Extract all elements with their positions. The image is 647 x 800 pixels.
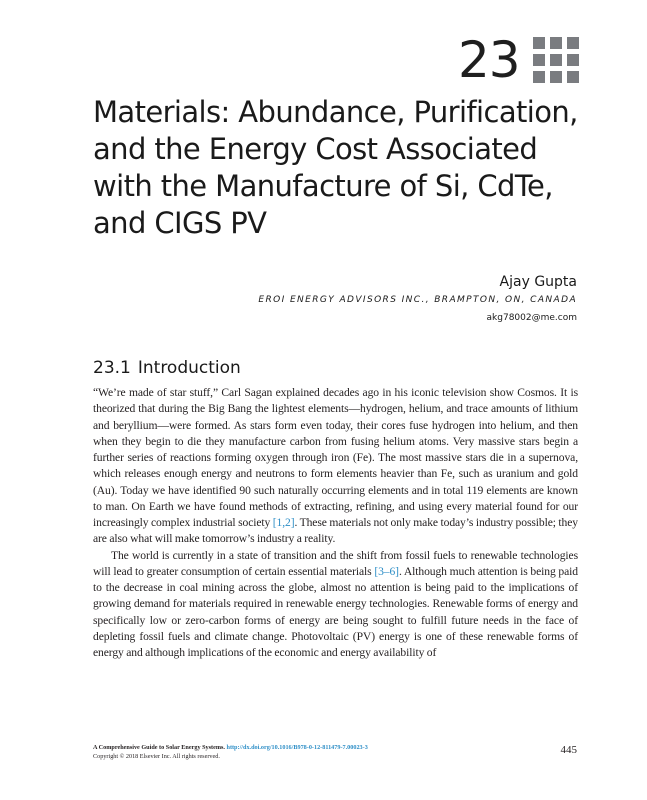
paragraph xyxy=(93,385,578,548)
citation-link[interactable]: [3–6] xyxy=(374,564,399,578)
author-email[interactable]: akg78002@me.com xyxy=(486,313,577,323)
page-number: 445 xyxy=(560,744,577,756)
copyright-text: Copyright © 2018 Elsevier Inc. All rights reserved. xyxy=(93,753,220,760)
paragraph-text: . These materials not only make today’s industry possible; they are also what will make tomorrow’s industry a reality. xyxy=(93,516,578,546)
ornament-square xyxy=(567,37,579,49)
ornament-square xyxy=(567,54,579,66)
footer-book-line xyxy=(93,743,368,752)
paragraph-text: The world is currently in a state of transition and the shift from fossil fuels to renewable technologies will lead to greater consumption of certain essential materials xyxy=(93,548,578,578)
doi-link[interactable]: http://dx.doi.org/10.1016/B978-0-12-811479-7.00023-3 xyxy=(226,744,368,751)
paragraph-text: “We’re made of star stuff,” Carl Sagan explained decades ago in his iconic television show Cosmos. It is theorized that during the Big Bang the lightest elements—hydrogen, helium, and trace amounts of lithium and beryllium—were formed. As stars form even today, their cores fuse hydrogen into helium, and then when they begin to die they manufacture carbon from fusing helium atoms. Very massive stars begin a further series of reactions forming oxygen through iron (Fe). The most massive stars die in a supernova, which releases enough energy and neutrons to form elements heavier than Fe, such as uranium and gold (Au). Today we have identified 90 such naturally occurring elements and in total 119 elements are known to man. On Earth we have found methods of extracting, refining, and using every material found for our increasingly complex industrial society xyxy=(93,386,578,529)
ornament-square xyxy=(550,37,562,49)
chapter-title: Materials: Abundance, Purification, and the Energy Cost Associated with the Manufacture of Si, CdTe, and CIGS PV xyxy=(93,95,578,240)
footer-credit xyxy=(93,743,368,761)
section-heading xyxy=(93,358,241,378)
ornament-square xyxy=(533,37,545,49)
chapter-number: 23 xyxy=(458,31,520,89)
paragraph xyxy=(93,548,578,662)
ornament-square xyxy=(533,71,545,83)
citation-link[interactable]: [1,2] xyxy=(272,516,295,529)
section-number: 23.1 xyxy=(93,358,131,378)
book-title: A Comprehensive Guide to Solar Energy Systems. xyxy=(93,744,225,751)
paragraph-text: . Although much attention is being paid to the decrease in coal mining across the globe, almost no attention is being paid to the implications of growing demand for materials required in renewable energy technologies. Renewable forms of energy and specifically low or zero-carbon forms of energy are being sought to fulfill future needs in the face of depleting fossil fuels and climate change. Photovoltaic (PV) energy is one of these renewable forms of energy and although implications of the economic and energy availability of xyxy=(93,564,578,659)
body-text xyxy=(93,385,578,661)
ornament-square xyxy=(550,71,562,83)
ornament-square xyxy=(567,71,579,83)
chapter-ornament-icon xyxy=(533,37,579,83)
author-affiliation: EROI ENERGY ADVISORS INC., BRAMPTON, ON, CANADA xyxy=(258,295,577,305)
ornament-square xyxy=(550,54,562,66)
ornament-square xyxy=(533,54,545,66)
author-name: Ajay Gupta xyxy=(499,274,577,290)
section-title: Introduction xyxy=(137,358,241,378)
